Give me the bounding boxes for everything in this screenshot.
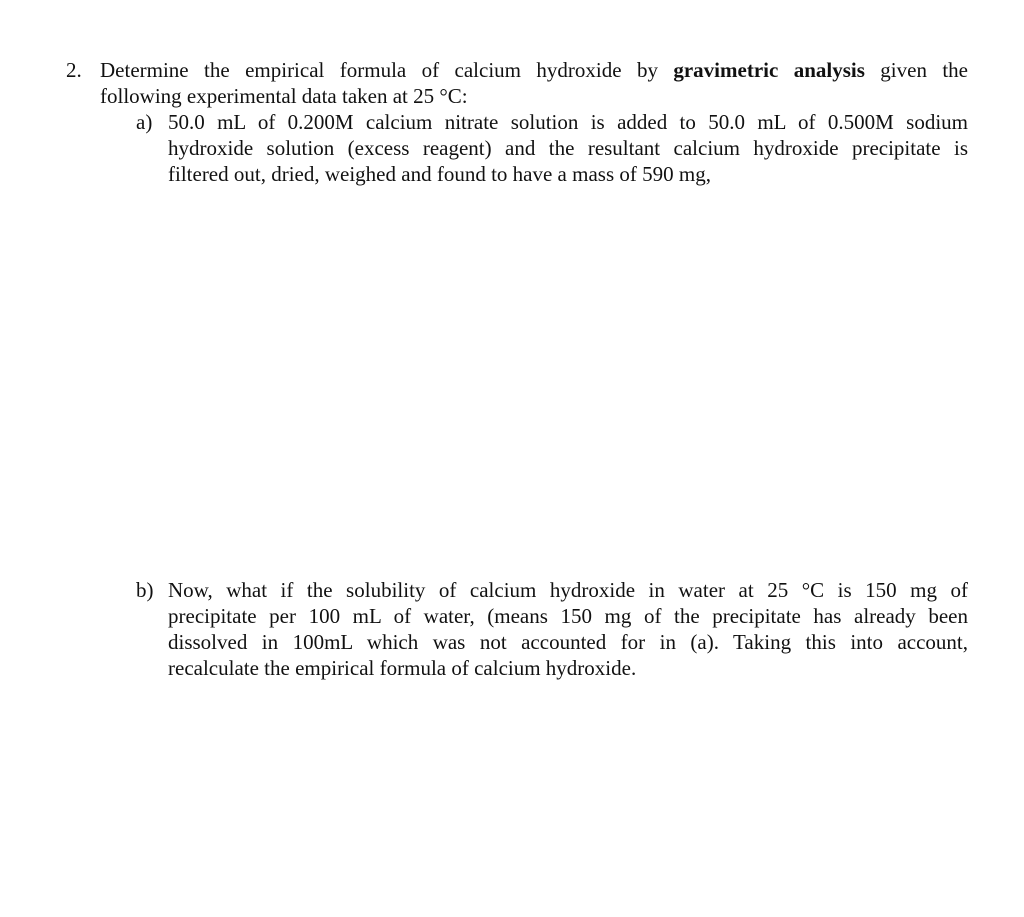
question-2 xyxy=(66,57,968,109)
part-b xyxy=(136,577,968,681)
question-header xyxy=(66,57,968,109)
question-line-2: following experimental data taken at 25 °C: xyxy=(100,84,468,108)
part-a-text xyxy=(168,109,968,187)
part-b-line-2: precipitate per 100 mL of water, (means 150 mg of the precipitate has already been xyxy=(168,604,968,628)
part-a-line-1: 50.0 mL of 0.200M calcium nitrate solution is added to 50.0 mL of 0.500M sodium xyxy=(168,110,968,134)
part-a xyxy=(136,109,968,187)
part-a-line-2: hydroxide solution (excess reagent) and the resultant calcium hydroxide precipitate is xyxy=(168,136,968,160)
part-a-label: a) xyxy=(136,110,153,134)
part-b-text xyxy=(168,577,968,681)
part-b-label: b) xyxy=(136,578,154,602)
question-line-1 xyxy=(100,57,968,83)
part-b-line-4: recalculate the empirical formula of calcium hydroxide. xyxy=(168,656,637,680)
question-intro-post: given the xyxy=(880,58,969,82)
question-intro-pre: Determine the empirical formula of calcium hydroxide by xyxy=(100,58,658,82)
part-b-line-1: Now, what if the solubility of calcium hydroxide in water at 25 °C is 150 mg of xyxy=(168,578,968,602)
question-prompt xyxy=(100,57,968,109)
question-number: 2. xyxy=(66,58,82,82)
part-b-line-3: dissolved in 100mL which was not accounted for in (a). Taking this into account, xyxy=(168,630,968,654)
part-a-line-3: filtered out, dried, weighed and found to have a mass of 590 mg, xyxy=(168,162,711,186)
bold-term: gravimetric analysis xyxy=(673,58,865,82)
